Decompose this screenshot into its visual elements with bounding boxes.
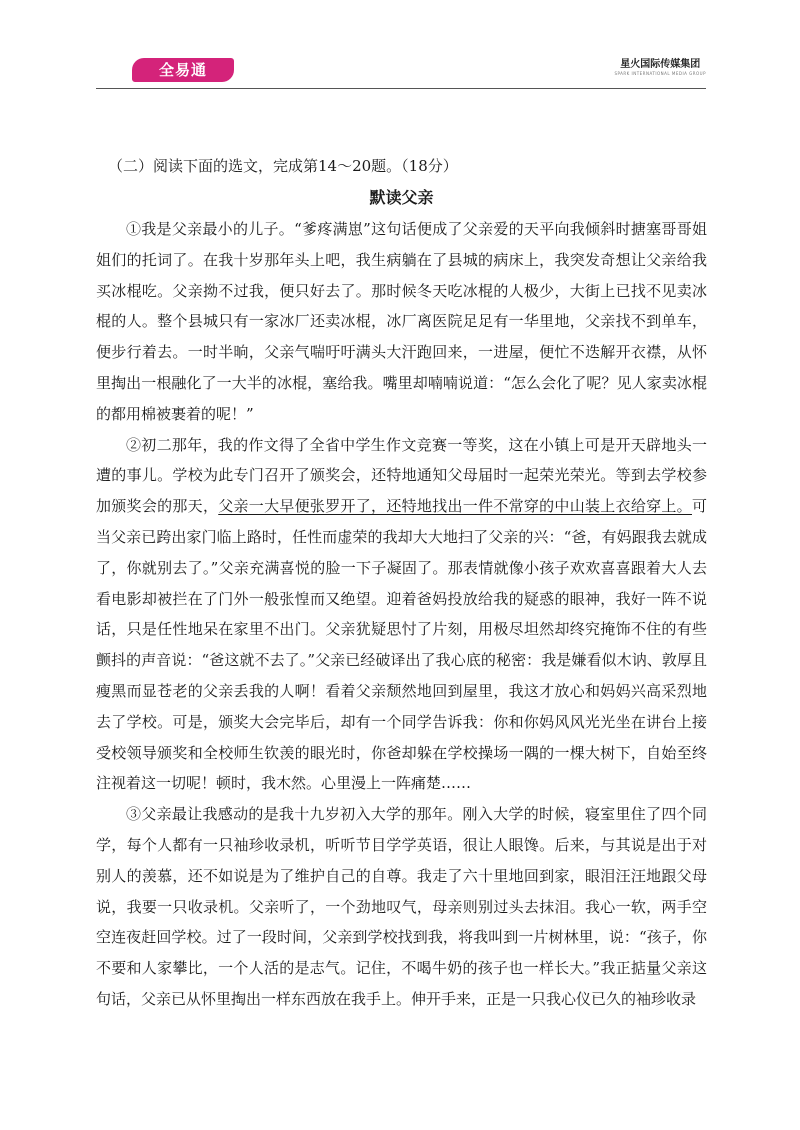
section-heading: （二）阅读下面的选文，完成第14～20题。（18分）	[108, 157, 458, 175]
header-divider	[96, 88, 706, 89]
paragraph-1-text: ①我是父亲最小的儿子。“爹疼满崽”这句话便成了父亲爱的天平向我倾斜时搪塞哥哥姐姐们的托词了。在我十岁那年头上吧，我生病躺在了县城的病床上，我突发奇想让父亲给我买冰棍吃。父亲拗不过我，便只好去了。那时候冬天吃冰棍的人极少，大街上已找不见卖冰棍的人。整个县城只有一家冰厂还卖冰棍，冰厂离医院足足有一华里地，父亲找不到单车，便步行着去。一时半晌，父亲气喘吁吁满头大汗跑回来，一进屋，便忙不迭解开衣襟，从怀里掏出一根融化了一大半的冰棍，塞给我。嘴里却喃喃说道：“怎么会化了呢？见人家卖冰棍的都用棉被裹着的呢！”	[96, 220, 707, 423]
paragraph-3-text: ③父亲最让我感动的是我十九岁初入大学的那年。刚入大学的时候，寝室里住了四个同学，每个人都有一只袖珍收录机，听听节目学学英语，很让人眼馋。后来，与其说是出于对别人的羡慕，还不如说是为了维护自己的自尊。我走了六十里地回到家，眼泪汪汪地跟父母说，我要一只收录机。父亲听了，一个劲地叹气，母亲则别过头去抹泪。我心一软，两手空空连夜赶回学校。过了一段时间，父亲到学校找到我，将我叫到一片树林里，说：“孩子，你不要和人家攀比，一个人活的是志气。记住，不喝牛奶的孩子也一样长大。”我正掂量父亲这句话，父亲已从怀里掏出一样东西放在我手上。伸开手来，正是一只我心仪已久的袖珍收录	[96, 805, 707, 1008]
paragraph-2-text-before: ②初二那年，我的作文得了全省中学生作文竞赛一等奖，这在小镇上可是开天辟地头一遭的事儿。学校为此专门召开了颁奖会，还特地通知父母届时一起荣光荣光。等到去学校参加颁奖会的那天，	[96, 435, 707, 516]
document-body	[96, 150, 707, 1015]
brand-logo: 全易通	[132, 58, 234, 82]
publisher-mark	[614, 58, 706, 77]
paragraph-1	[96, 214, 707, 430]
article-title: 默读父亲	[369, 188, 434, 207]
page-header	[96, 58, 706, 86]
publisher-name-en: SPARK INTERNATIONAL MEDIA GROUP	[614, 71, 706, 76]
publisher-name: 星火国际传媒集团	[620, 59, 701, 70]
paragraph-2	[96, 430, 707, 800]
paragraph-3	[96, 799, 707, 1015]
underlined-sentence: 父亲一大早便张罗开了，还特地找出一件不常穿的中山装上衣给穿上。	[218, 497, 692, 516]
paragraph-2-text-after: 可当父亲已跨出家门临上路时，任性而虚荣的我却大大地扫了父亲的兴：“爸，有妈跟我去就成了，你就别去了。”父亲充满喜悦的脸一下子凝固了。那表情就像小孩子欢欢喜喜跟着大人去看电影却被拦在了门外一般张惶而又绝望。迎着爸妈投放给我的疑惑的眼神，我好一阵不说话，只是任性地呆在家里不出门。父亲犹疑思忖了片刻，用极尽坦然却终究掩饰不住的有些颤抖的声音说：“爸这就不去了。”父亲已经破译出了我心底的秘密：我是嫌看似木讷、敦厚且瘦黑而显苍老的父亲丢我的人啊！看着父亲颓然地回到屋里，我这才放心和妈妈兴高采烈地去了学校。可是，颁奖大会完毕后，却有一个同学告诉我：你和你妈风风光光坐在讲台上接受校领导颁奖和全校师生钦羡的眼光时，你爸却躲在学校操场一隅的一棵大树下，自始至终注视着这一切呢！顿时，我木然。心里漫上一阵痛楚……	[96, 497, 707, 793]
